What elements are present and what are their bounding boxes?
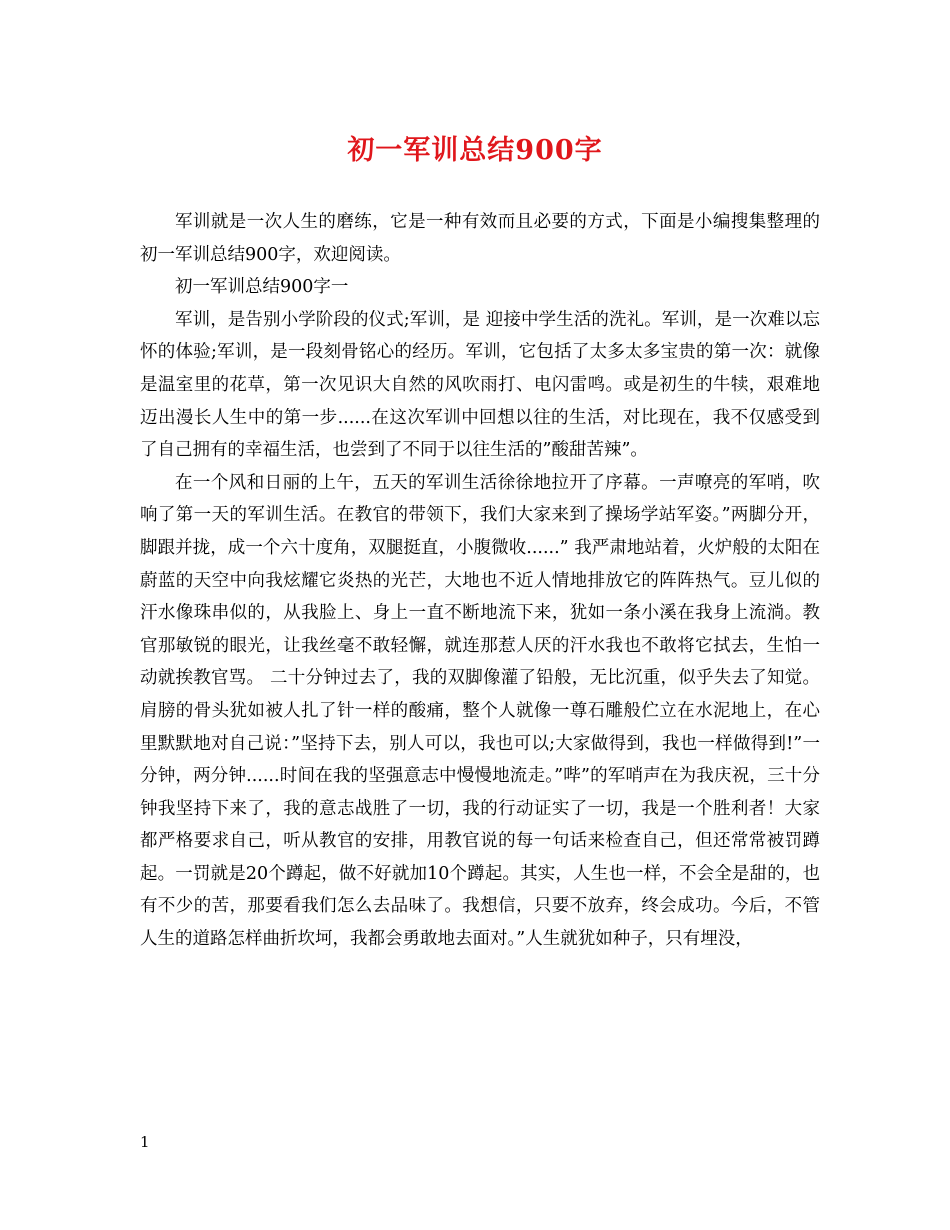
page-number: 1 <box>140 1133 150 1151</box>
document-body <box>140 206 820 956</box>
document-title: 初一军训总结900字 <box>347 135 603 166</box>
paragraph-intro: 军训就是一次人生的磨练，它是一种有效而且必要的方式，下面是小编搜集整理的初一军训总结900字，欢迎阅读。 <box>140 212 820 265</box>
paragraph-body-1: 军训，是告别小学阶段的仪式;军训，是 迎接中学生活的洗礼。军训，是一次难以忘怀的体验;军训，是一段刻骨铭心的经历。军训，它包括了太多太多宝贵的第一次：就像是温室里的花草，第一次见识大自然的风吹雨打、电闪雷鸣。或是初生的牛犊，艰难地迈出漫长人生中的第一步......在这次军训中回想以往的生活，对比现在，我不仅感受到了自己拥有的幸福生活，也尝到了不同于以往生活的”酸甜苦辣”。 <box>140 309 820 461</box>
paragraph-subheading: 初一军训总结900字一 <box>175 277 349 298</box>
paragraph-body-2: 在一个风和日丽的上午，五天的军训生活徐徐地拉开了序幕。一声嘹亮的军哨，吹响了第一天的军训生活。在教官的带领下，我们大家来到了操场学站军姿。”两脚分开，脚跟并拢，成一个六十度角，双腿挺直，小腹微收......” 我严肃地站着，火炉般的太阳在蔚蓝的天空中向我炫耀它炎热的光芒，大地也不近人情地排放它的阵阵热气。豆儿似的汗水像珠串似的，从我脸上、身上一直不断地流下来，犹如一条小溪在我身上流淌。教官那敏锐的眼光，让我丝毫不敢轻懈，就连那惹人厌的汗水我也不敢将它拭去，生怕一动就挨教官骂。 二十分钟过去了，我的双脚像灌了铅般，无比沉重，似乎失去了知觉。肩膀的骨头犹如被人扎了针一样的酸痛，整个人就像一尊石雕般伫立在水泥地上，在心里默默地对自己说：”坚持下去，别人可以，我也可以;大家做得到，我也一样做得到!”一分钟，两分钟......时间在我的坚强意志中慢慢地流走。”哔”的军哨声在为我庆祝，三十分钟我坚持下来了，我的意志战胜了一切，我的行动证实了一切，我是一个胜利者！大家都严格要求自己，听从教官的安排，用教官说的每一句话来检查自己，但还常常被罚蹲起。一罚就是20个蹲起，做不好就加10个蹲起。其实，人生也一样，不会全是甜的，也有不少的苦，那要看我们怎么去品味了。我想信，只要不放弃，终会成功。今后，不管人生的道路怎样曲折坎坷，我都会勇敢地去面对。”人生就犹如种子，只有埋没， <box>140 472 820 950</box>
